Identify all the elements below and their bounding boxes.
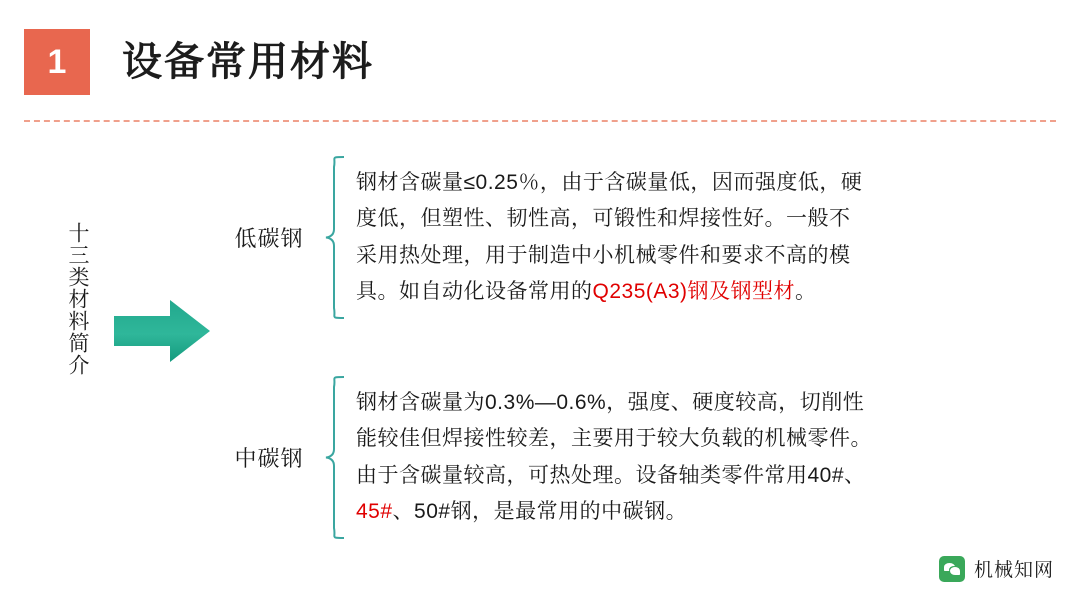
vertical-section-label: 十三类材料简介 (66, 222, 89, 376)
body-line (356, 238, 862, 274)
section-number-badge: 1 (24, 29, 90, 95)
right-arrow-icon (114, 300, 210, 362)
content-group-medium-carbon-steel (214, 375, 872, 540)
text-run: 由于含碳量较高，可热处理。设备轴类零件常用40#、 (356, 463, 866, 487)
body-line (356, 494, 872, 530)
body-line (356, 421, 872, 457)
group-body (356, 165, 862, 309)
highlighted-text-run: Q235(A3)钢及钢型材 (592, 279, 796, 303)
highlighted-text-run: 45# (356, 499, 393, 523)
group-label: 中碳钢 (234, 446, 304, 471)
text-run: 能较佳但焊接性较差，主要用于较大负载的机械零件。 (356, 427, 872, 451)
text-run: 采用热处理，用于制造中小机械零件和要求不高的模 (356, 243, 851, 267)
wechat-icon (939, 556, 965, 582)
text-run: 钢材含碳量≤0.25％，由于含碳量低，因而强度低，硬 (356, 171, 863, 195)
text-run: 度低，但塑性、韧性高，可锻性和焊接性好。一般不 (356, 207, 851, 231)
text-run: 、50#钢，是最常用的中碳钢。 (392, 499, 688, 523)
body-line (356, 274, 862, 310)
body-line (356, 201, 862, 237)
group-body (356, 385, 872, 529)
text-run: 钢材含碳量为0.3%—0.6%，强度、硬度较高，切削性 (356, 391, 865, 415)
brace-icon (324, 375, 346, 540)
header-divider (24, 120, 1056, 122)
slide-header (24, 24, 1056, 100)
content-group-low-carbon-steel (214, 155, 862, 320)
watermark (939, 555, 1054, 582)
watermark-label: 机械知网 (973, 560, 1054, 581)
brace-icon (324, 155, 346, 320)
text-run: 。 (795, 279, 817, 303)
page-title: 设备常用材料 (122, 40, 374, 84)
body-line (356, 458, 872, 494)
body-line (356, 385, 872, 421)
group-label: 低碳钢 (234, 226, 304, 251)
body-line (356, 165, 862, 201)
text-run: 具。如自动化设备常用的 (356, 279, 593, 303)
